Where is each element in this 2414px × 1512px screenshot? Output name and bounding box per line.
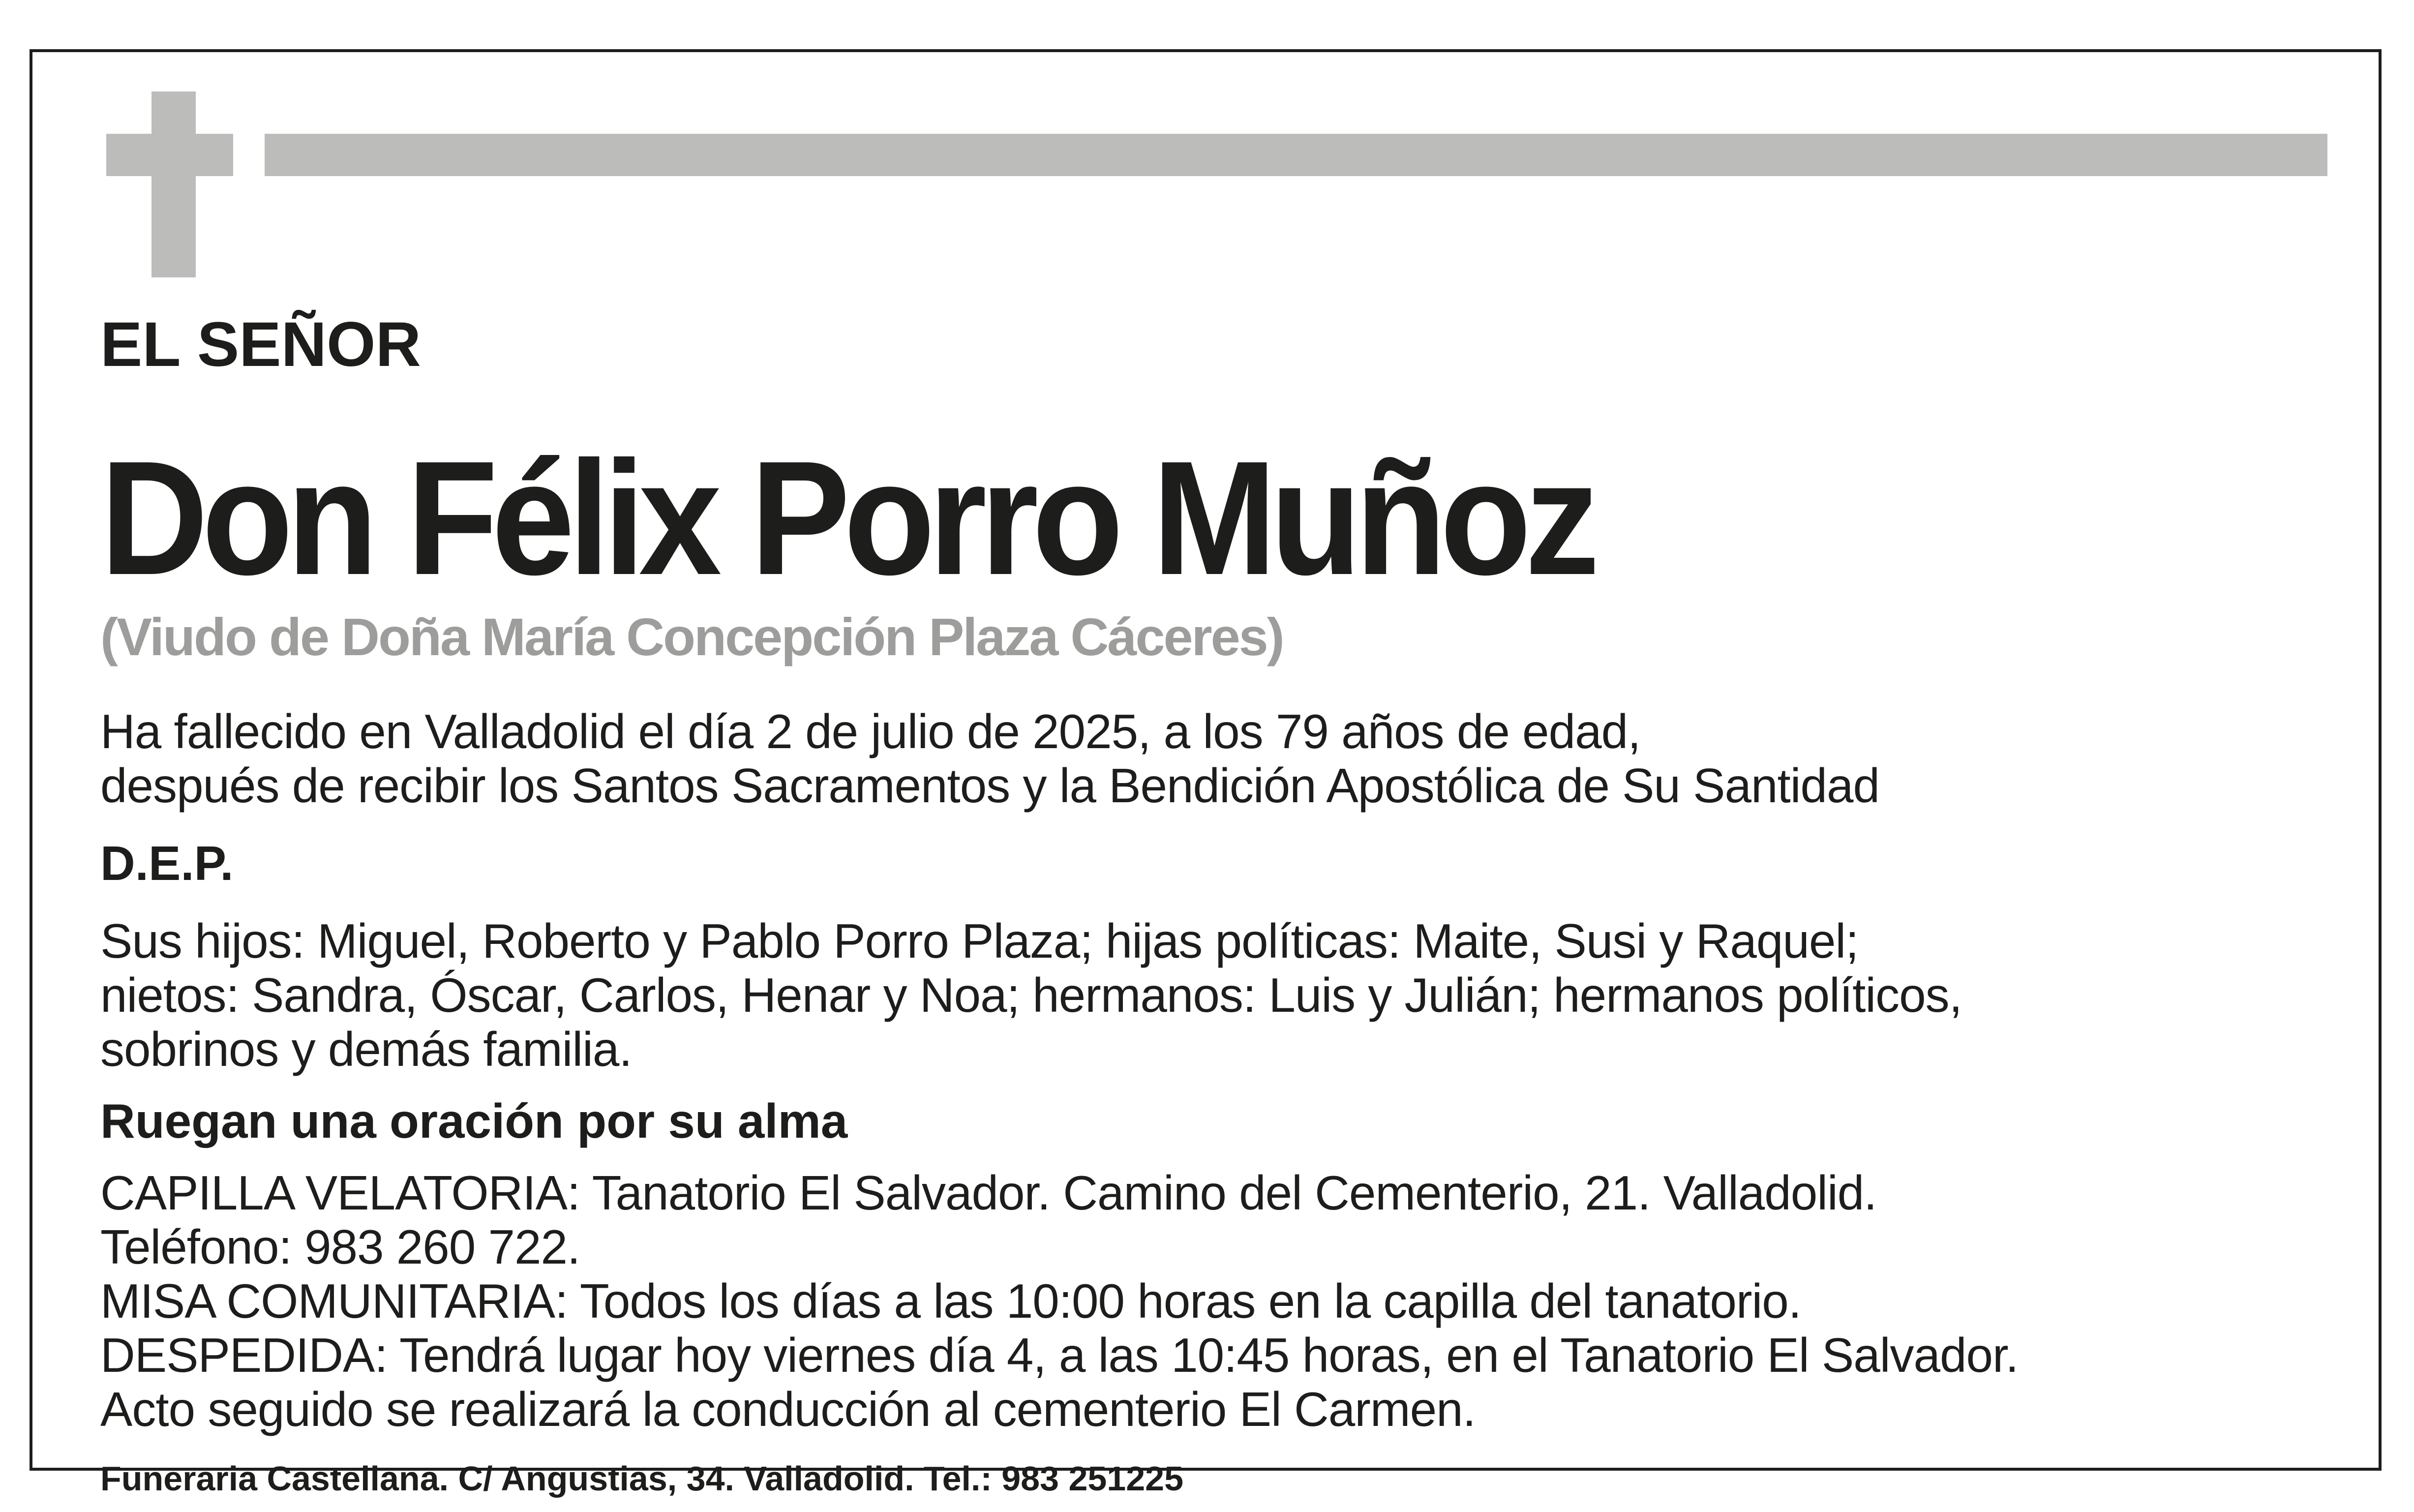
prayer-line: Ruegan una oración por su alma	[100, 1094, 848, 1148]
death-line-2: después de recibir los Santos Sacramentos y la Bendición Apostólica de Su Santidad	[100, 758, 1880, 813]
death-line-1: Ha fallecido en Valladolid el día 2 de julio de 2025, a los 79 años de edad,	[100, 704, 1641, 758]
service-line-4: DESPEDIDA: Tendrá lugar hoy viernes día 4, a las 10:45 horas, en el Tanatorio El Salvador.	[100, 1328, 2019, 1382]
service-line-5: Acto seguido se realizará la conducción al cementerio El Carmen.	[100, 1382, 1476, 1436]
cross-icon-vertical-bar	[151, 91, 196, 277]
dep-label: D.E.P.	[100, 836, 234, 890]
family-line-2: nietos: Sandra, Óscar, Carlos, Henar y Noa; hermanos: Luis y Julián; hermanos políticos,	[100, 968, 1962, 1022]
top-divider-bar	[265, 134, 2327, 176]
service-line-1: CAPILLA VELATORIA: Tanatorio El Salvador. Camino del Cementerio, 21. Valladolid.	[100, 1166, 1877, 1220]
funeral-home-footer: Funeraria Castellana. C/ Angustias, 34. Valladolid. Tel.: 983 251225	[100, 1459, 1184, 1498]
family-line-1: Sus hijos: Miguel, Roberto y Pablo Porro Plaza; hijas políticas: Maite, Susi y Raquel;	[100, 914, 1859, 968]
title-label: EL SEÑOR	[100, 309, 421, 380]
family-line-3: sobrinos y demás familia.	[100, 1022, 632, 1076]
widow-line: (Viudo de Doña María Concepción Plaza Cáceres)	[100, 607, 1283, 666]
cross-icon-horizontal-bar	[106, 134, 233, 176]
service-line-3: MISA COMUNITARIA: Todos los días a las 10:00 horas en la capilla del tanatorio.	[100, 1274, 1801, 1328]
service-line-2: Teléfono: 983 260 722.	[100, 1220, 580, 1274]
deceased-name: Don Félix Porro Muñoz	[100, 427, 1594, 608]
